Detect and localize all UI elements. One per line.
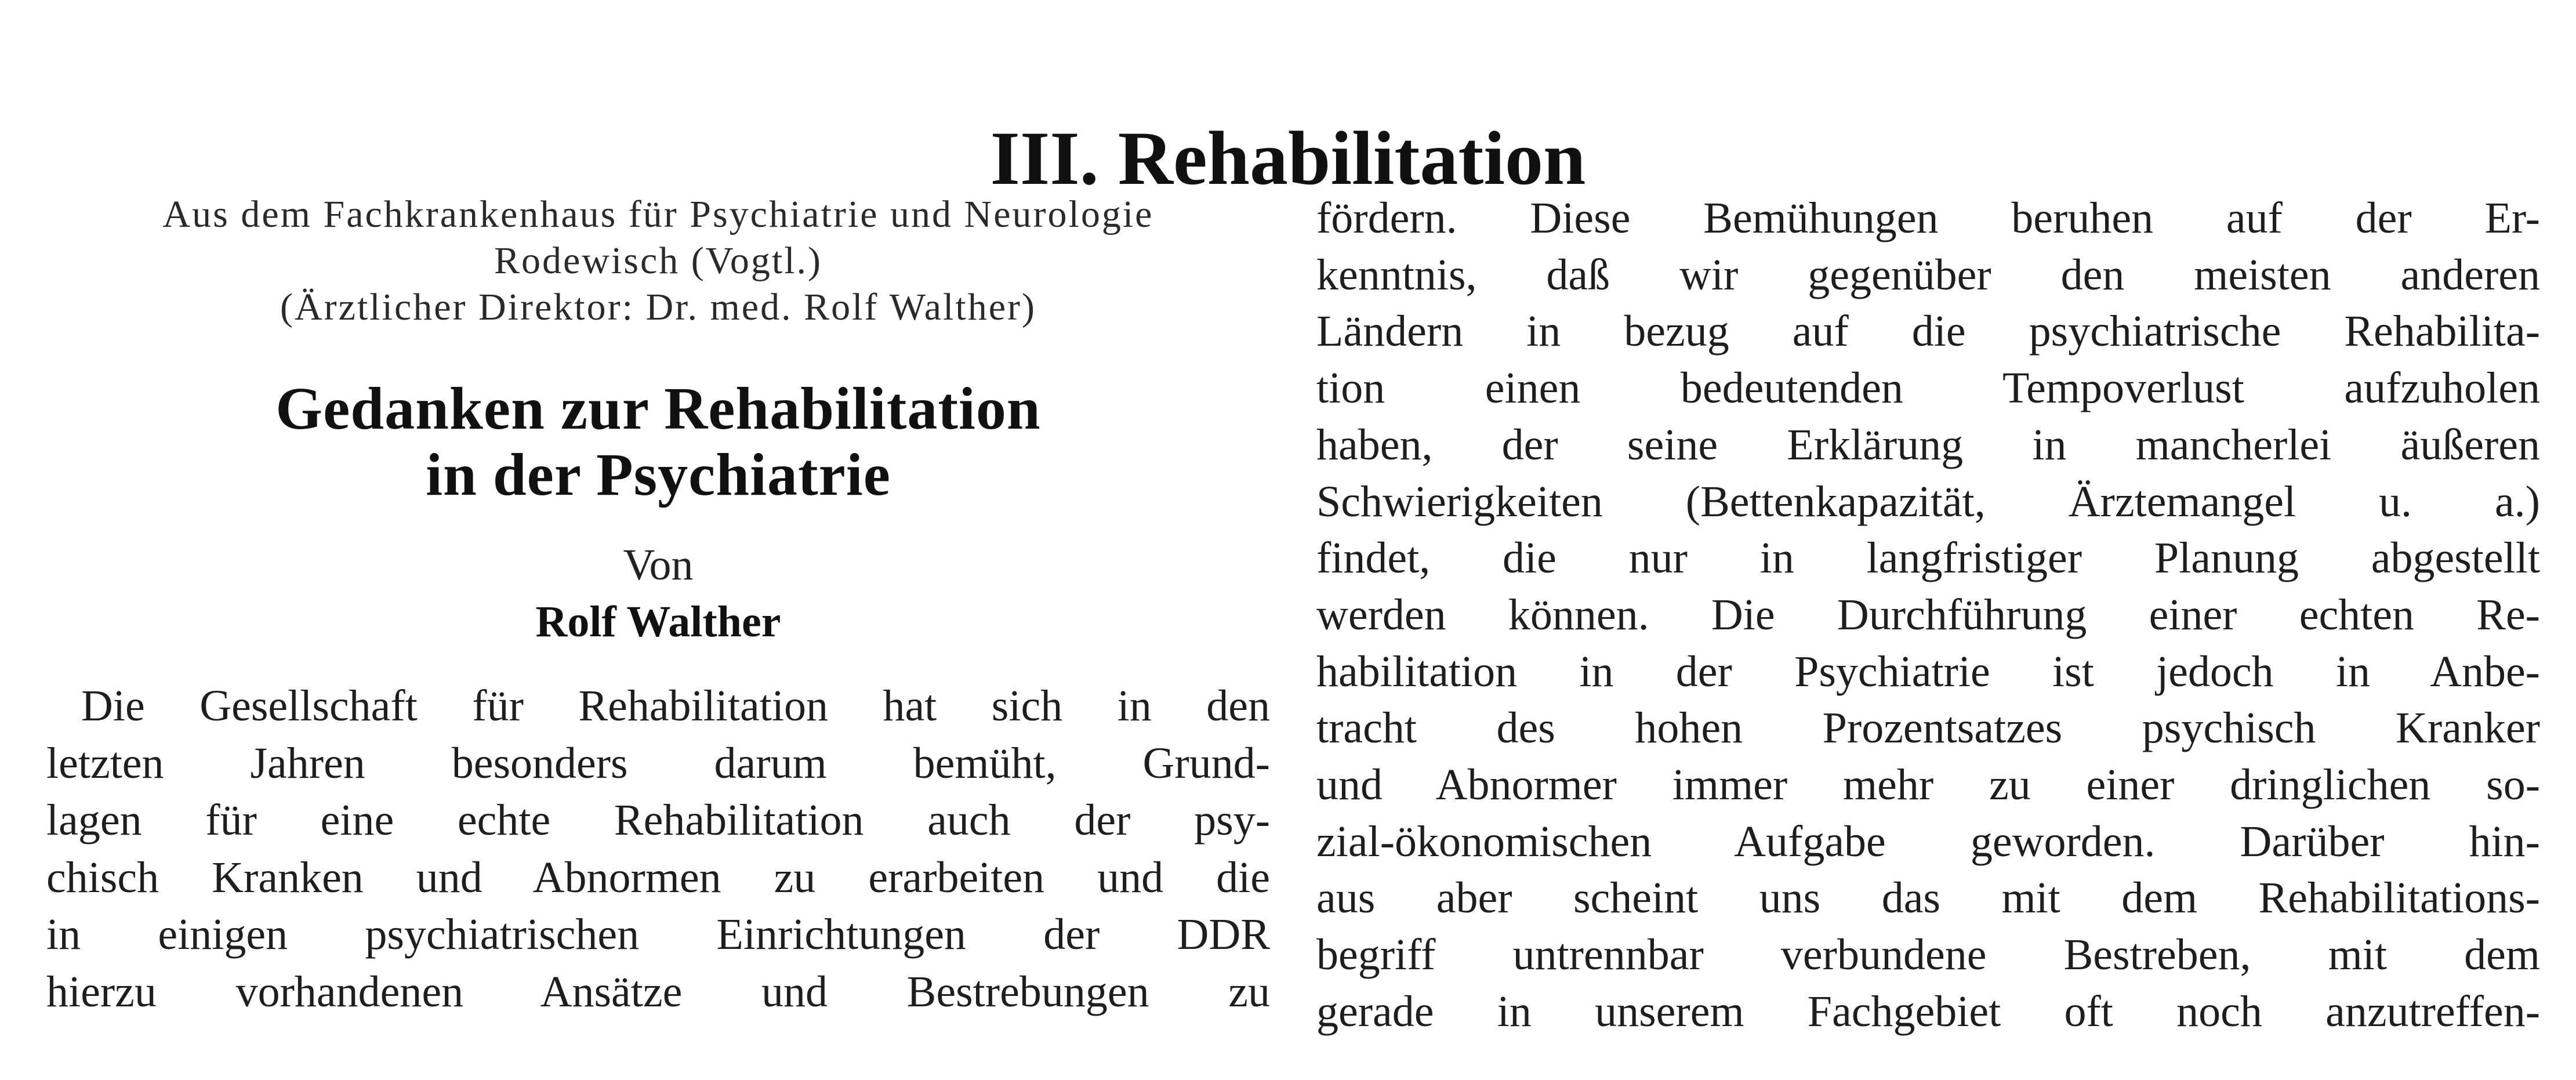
- text-line: in einigen psychiatrischen Einrichtungen der DDR: [46, 910, 1270, 959]
- text-line: werden können. Die Durchführung einer echten Re-: [1316, 590, 2540, 639]
- left-body-text: [46, 677, 1270, 1020]
- affiliation: [46, 191, 1270, 331]
- text-line: gerade in unserem Fachgebiet oft noch anzutreffen-: [1316, 987, 2540, 1036]
- text-line: lagen für eine echte Rehabilitation auch der psy-: [46, 796, 1270, 845]
- text-line: aus aber scheint uns das mit dem Rehabilitations-: [1316, 874, 2540, 923]
- text-line: hierzu vorhandenen Ansätze und Bestrebungen zu: [46, 967, 1270, 1016]
- article-title: [46, 376, 1270, 508]
- text-line: habilitation in der Psychiatrie ist jedoch in Anbe-: [1316, 647, 2540, 696]
- text-line: Die Gesellschaft für Rehabilitation hat sich in den: [81, 682, 1270, 730]
- text-line: Ländern in bezug auf die psychiatrische Rehabilita-: [1316, 307, 2540, 356]
- article-title-line: in der Psychiatrie: [426, 441, 891, 508]
- text-line: fördern. Diese Bemühungen beruhen auf der Er-: [1316, 194, 2540, 242]
- affiliation-line: Rodewisch (Vogtl.): [494, 240, 823, 282]
- right-column: [1316, 191, 2540, 1041]
- text-line: begriff untrennbar verbundene Bestreben, mit dem: [1316, 930, 2540, 980]
- left-column: [46, 191, 1270, 1020]
- affiliation-line: (Ärztlicher Direktor: Dr. med. Rolf Walther): [280, 286, 1036, 328]
- text-line: chisch Kranken und Abnormen zu erarbeiten und die: [46, 853, 1270, 902]
- section-heading: III. Rehabilitation: [990, 115, 1586, 201]
- text-line: tion einen bedeutenden Tempoverlust aufzuholen: [1316, 364, 2540, 413]
- text-line: findet, die nur in langfristiger Planung abgestellt: [1316, 534, 2540, 583]
- text-line: tracht des hohen Prozentsatzes psychisch Kranker: [1316, 704, 2540, 753]
- author-name: Rolf Walther: [535, 597, 781, 646]
- text-line: und Abnormer immer mehr zu einer dringlichen so-: [1316, 760, 2540, 810]
- affiliation-line: Aus dem Fachkrankenhaus für Psychiatrie und Neurologie: [162, 193, 1154, 235]
- text-line: kenntnis, daß wir gegenüber den meisten anderen: [1316, 250, 2540, 299]
- article-title-line: Gedanken zur Rehabilitation: [275, 375, 1041, 442]
- text-line: letzten Jahren besonders darum bemüht, Grund-: [46, 738, 1270, 788]
- right-body-text: [1316, 190, 2540, 1041]
- text-line: Schwierigkeiten (Bettenkapazität, Ärztemangel u. a.): [1316, 477, 2540, 526]
- text-line: haben, der seine Erklärung in mancherlei äußeren: [1316, 420, 2540, 469]
- by-label: Von: [623, 541, 694, 589]
- text-line: zial-ökonomischen Aufgabe geworden. Darüber hin-: [1316, 817, 2540, 866]
